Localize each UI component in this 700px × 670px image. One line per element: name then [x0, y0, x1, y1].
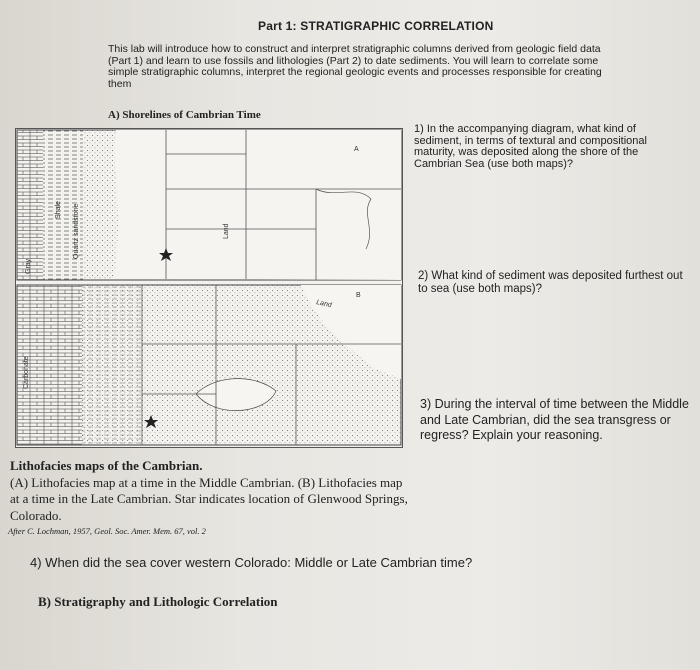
gray-label-a: Gray	[25, 258, 32, 274]
sandstone-zone-a	[83, 130, 118, 279]
question-3-text: 3) During the interval of time between the Middle and Late Cambrian, did the sea transgress or regress? Explain your reasoning.	[420, 397, 689, 442]
land-label-a: Land	[223, 223, 230, 239]
lithofacies-maps-svg	[16, 129, 402, 447]
part-title: Part 1: STRATIGRAPHIC CORRELATION	[258, 19, 494, 33]
figure-caption	[10, 458, 410, 524]
map-a-label: A	[354, 146, 359, 153]
carbonate-zone-a	[17, 130, 43, 280]
quartz-sandstone-label-a: Quartz sandstone	[73, 203, 80, 259]
caption-body: (A) Lithofacies map at a time in the Middle Cambrian. (B) Lithofacies map at a time in the Late Cambrian. Star indicates location of Glenwood Springs, Colorado.	[10, 474, 408, 523]
shale-label-a: Shale	[55, 201, 62, 219]
map-b-label: B	[356, 292, 361, 299]
carbonate-label-b: Carbonate	[23, 356, 30, 389]
question-2: 2) What kind of sediment was deposited furthest out to sea (use both maps)?	[418, 270, 683, 295]
section-b-heading: B) Stratigraphy and Lithologic Correlation	[38, 594, 278, 609]
intro-paragraph: This lab will introduce how to construct and interpret stratigraphic columns derived from geologic field data (Part 1) and learn to use fossils and lithologies (Part 2) to date sediments. You will learn to correlate some simple stratigraphic columns, interpret the regional geologic events and processes responsible for creating them	[108, 43, 602, 90]
question-3	[420, 397, 700, 444]
caption-title: Lithofacies maps of the Cambrian.	[10, 458, 203, 473]
map-a	[17, 130, 401, 280]
land-label-b: Land	[315, 299, 333, 310]
map-b	[17, 285, 401, 445]
question-1: 1) In the accompanying diagram, what kind of sediment, in terms of textural and compositional maturity, was deposited along the shore of the Cambrian Sea (use both maps)?	[414, 123, 647, 170]
lithofacies-maps-figure	[15, 128, 403, 448]
question-4: 4) When did the sea cover western Colorado: Middle or Late Cambrian time?	[30, 555, 473, 570]
figure-credit: After C. Lochman, 1957, Geol. Soc. Amer. Mem. 67, vol. 2	[8, 526, 206, 536]
section-a-heading: A) Shorelines of Cambrian Time	[108, 109, 261, 121]
